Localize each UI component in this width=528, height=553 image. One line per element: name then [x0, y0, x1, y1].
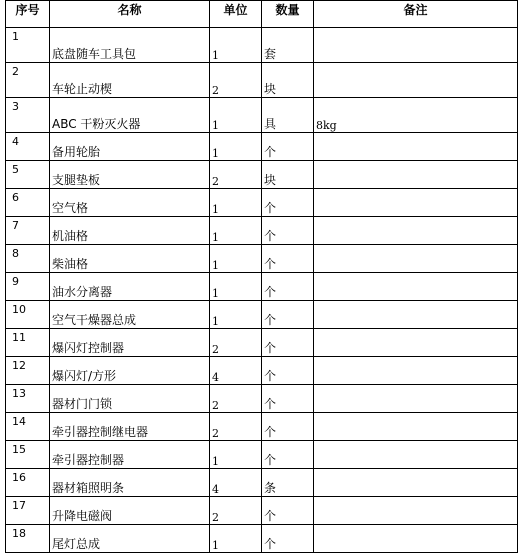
item-quantity: 个: [262, 441, 314, 469]
item-name: 油水分离器: [50, 273, 210, 301]
item-remark: 8kg: [314, 98, 518, 133]
item-remark: [314, 189, 518, 217]
table-row: [6, 357, 518, 385]
item-unit: 4: [210, 357, 262, 385]
item-unit: 1: [210, 301, 262, 329]
item-quantity: 块: [262, 63, 314, 98]
item-unit: 1: [210, 525, 262, 553]
row-index: 10: [6, 301, 50, 329]
row-index: 13: [6, 385, 50, 413]
item-quantity: 个: [262, 329, 314, 357]
item-unit: 1: [210, 28, 262, 63]
item-unit: 2: [210, 63, 262, 98]
table-row: [6, 98, 518, 133]
table-body: [6, 28, 518, 553]
item-remark: [314, 413, 518, 441]
table-row: [6, 273, 518, 301]
row-index: 16: [6, 469, 50, 497]
item-name: 升降电磁阀: [50, 497, 210, 525]
item-unit: 2: [210, 385, 262, 413]
table-row: [6, 28, 518, 63]
row-index: 6: [6, 189, 50, 217]
header-name: 名称: [50, 1, 210, 28]
table-row: [6, 413, 518, 441]
item-unit: 1: [210, 273, 262, 301]
row-index: 18: [6, 525, 50, 553]
item-remark: [314, 385, 518, 413]
item-quantity: 个: [262, 385, 314, 413]
item-remark: [314, 161, 518, 189]
item-name: 牵引器控制继电器: [50, 413, 210, 441]
item-name: 爆闪灯控制器: [50, 329, 210, 357]
item-remark: [314, 273, 518, 301]
row-index: 11: [6, 329, 50, 357]
item-quantity: 个: [262, 189, 314, 217]
table-row: [6, 217, 518, 245]
row-index: 14: [6, 413, 50, 441]
item-remark: [314, 133, 518, 161]
item-unit: 2: [210, 161, 262, 189]
item-quantity: 具: [262, 98, 314, 133]
item-unit: 2: [210, 329, 262, 357]
row-index: 15: [6, 441, 50, 469]
item-name: 车轮止动楔: [50, 63, 210, 98]
table-row: [6, 441, 518, 469]
item-remark: [314, 441, 518, 469]
item-name: ABC 干粉灭火器: [50, 98, 210, 133]
item-unit: 1: [210, 189, 262, 217]
item-unit: 1: [210, 98, 262, 133]
item-name: 器材门门锁: [50, 385, 210, 413]
item-unit: 1: [210, 217, 262, 245]
row-index: 1: [6, 28, 50, 63]
row-index: 2: [6, 63, 50, 98]
row-index: 3: [6, 98, 50, 133]
item-name: 支腿垫板: [50, 161, 210, 189]
item-name: 尾灯总成: [50, 525, 210, 553]
row-index: 7: [6, 217, 50, 245]
item-quantity: 条: [262, 469, 314, 497]
item-remark: [314, 357, 518, 385]
item-name: 空气干燥器总成: [50, 301, 210, 329]
item-quantity: 个: [262, 273, 314, 301]
item-name: 爆闪灯/方形: [50, 357, 210, 385]
item-quantity: 个: [262, 217, 314, 245]
item-name: 机油格: [50, 217, 210, 245]
item-name: 空气格: [50, 189, 210, 217]
item-name: 牵引器控制器: [50, 441, 210, 469]
table-row: [6, 189, 518, 217]
item-remark: [314, 245, 518, 273]
item-remark: [314, 329, 518, 357]
table-row: [6, 525, 518, 553]
item-unit: 4: [210, 469, 262, 497]
row-index: 9: [6, 273, 50, 301]
table-row: [6, 63, 518, 98]
item-unit: 2: [210, 497, 262, 525]
item-quantity: 个: [262, 245, 314, 273]
table-row: [6, 329, 518, 357]
table-row: [6, 245, 518, 273]
table-row: [6, 133, 518, 161]
item-unit: 1: [210, 245, 262, 273]
item-remark: [314, 525, 518, 553]
item-name: 器材箱照明条: [50, 469, 210, 497]
table-row: [6, 301, 518, 329]
header-index: 序号: [6, 1, 50, 28]
table-row: [6, 469, 518, 497]
item-quantity: 个: [262, 357, 314, 385]
item-remark: [314, 217, 518, 245]
item-quantity: 个: [262, 301, 314, 329]
row-index: 17: [6, 497, 50, 525]
item-remark: [314, 497, 518, 525]
item-remark: [314, 28, 518, 63]
table-row: [6, 161, 518, 189]
row-index: 5: [6, 161, 50, 189]
row-index: 4: [6, 133, 50, 161]
item-name: 柴油格: [50, 245, 210, 273]
item-quantity: 块: [262, 161, 314, 189]
item-quantity: 个: [262, 497, 314, 525]
table-row: [6, 497, 518, 525]
item-unit: 1: [210, 441, 262, 469]
item-remark: [314, 63, 518, 98]
item-remark: [314, 469, 518, 497]
header-remark: 备注: [314, 1, 518, 28]
item-quantity: 个: [262, 413, 314, 441]
row-index: 12: [6, 357, 50, 385]
item-unit: 2: [210, 413, 262, 441]
item-quantity: 个: [262, 525, 314, 553]
item-name: 备用轮胎: [50, 133, 210, 161]
row-index: 8: [6, 245, 50, 273]
table-header-row: [6, 1, 518, 28]
item-name: 底盘随车工具包: [50, 28, 210, 63]
item-quantity: 套: [262, 28, 314, 63]
item-quantity: 个: [262, 133, 314, 161]
header-quantity: 数量: [262, 1, 314, 28]
equipment-list-table: [5, 0, 518, 553]
item-unit: 1: [210, 133, 262, 161]
table-row: [6, 385, 518, 413]
header-unit: 单位: [210, 1, 262, 28]
item-remark: [314, 301, 518, 329]
